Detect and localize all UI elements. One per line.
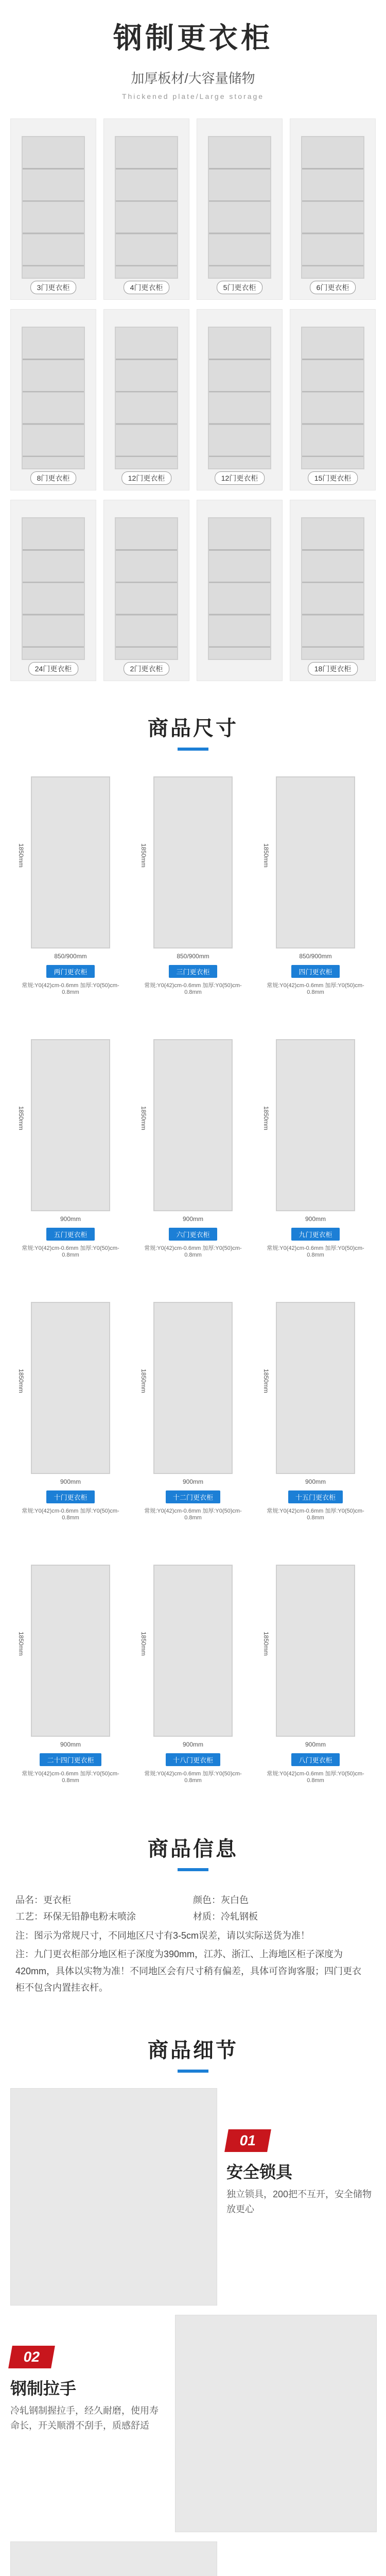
height-dimension: 1850mm [262,1632,270,1656]
thumbnail[interactable] [10,118,96,300]
lock-image [10,2088,217,2306]
size-label: 五门更衣柜 [46,1228,94,1241]
cabinet-image [153,1565,233,1737]
size-item [14,1292,127,1539]
product-thumbnail-grid [0,118,386,681]
size-spec: 常规:Y0(42)cm-0.6mm 加厚:Y0(50)cm-0.8mm [267,1245,364,1258]
size-item [137,1029,249,1276]
handle-image [175,2315,377,2532]
thumbnail[interactable] [103,309,189,490]
size-section-title: 商品尺寸 [148,717,238,740]
info-row [15,1892,371,1908]
detail-block [0,2088,386,2315]
info-material: 材质：冷轧钢板 [193,1911,258,1922]
thumbnail[interactable] [290,118,376,300]
height-dimension: 1850mm [262,1106,270,1130]
width-dimension: 850/900mm [177,953,209,960]
cabinet-image [115,136,178,279]
cabinet-image [22,136,85,279]
cabinet-image [153,1302,233,1474]
cabinet-image [276,1302,355,1474]
size-label: 二十四门更衣柜 [40,1753,101,1766]
height-dimension: 1850mm [17,1369,25,1393]
height-dimension: 1850mm [140,843,147,868]
cabinet-image [208,327,271,469]
cabinet-image [208,517,271,660]
thumbnail[interactable] [10,309,96,490]
cabinet-image [276,776,355,948]
size-spec: 常规:Y0(42)cm-0.6mm 加厚:Y0(50)cm-0.8mm [144,1245,242,1258]
size-label: 十二门更衣柜 [166,1490,220,1503]
thumbnail-label: 15门更衣柜 [308,471,358,485]
info-row [15,1908,371,1925]
size-spec: 常规:Y0(42)cm-0.6mm 加厚:Y0(50)cm-0.8mm [22,982,119,995]
cabinet-image [276,1039,355,1211]
size-section-header [0,712,386,751]
width-dimension: 900mm [305,1215,326,1223]
size-spec: 常规:Y0(42)cm-0.6mm 加厚:Y0(50)cm-0.8mm [144,1508,242,1521]
detail-desc: 独立锁具，200把不互开，安全储物放更心 [226,2189,372,2215]
height-dimension: 1850mm [140,1106,147,1130]
detail-number: 01 [224,2129,271,2152]
width-dimension: 900mm [60,1478,81,1485]
thumbnail-label: 18门更衣柜 [308,662,358,675]
detail-block [0,2315,386,2541]
thumbnail-label: 6门更衣柜 [310,281,356,294]
thumbnail[interactable] [103,500,189,681]
size-item [259,1029,372,1276]
size-item [14,1554,127,1802]
page-subtitle-en: Thickened plate/Large storage [121,92,265,100]
size-label: 九门更衣柜 [291,1228,339,1241]
size-spec: 常规:Y0(42)cm-0.6mm 加厚:Y0(50)cm-0.8mm [22,1771,119,1784]
size-label: 四门更衣柜 [291,965,339,978]
size-spec: 常规:Y0(42)cm-0.6mm 加厚:Y0(50)cm-0.8mm [267,1771,364,1784]
height-dimension: 1850mm [17,843,25,868]
thumbnail[interactable] [10,500,96,681]
width-dimension: 900mm [305,1478,326,1485]
size-label: 两门更衣柜 [46,965,94,978]
detail-block [0,2541,386,2576]
cabinet-image [301,136,364,279]
cabinet-image [22,517,85,660]
size-item [14,1029,127,1276]
info-section-header [0,1833,386,1871]
info-note: 注：图示为常规尺寸，不同地区尺寸有3-5cm误差，请以实际送货为准！ [15,1930,310,1941]
page-title: 钢制更衣柜 [113,22,273,54]
width-dimension: 850/900mm [54,953,87,960]
thumbnail-label: 2门更衣柜 [124,662,170,675]
thumbnail[interactable] [197,309,283,490]
detail-desc: 冷轧钢制握拉手，经久耐磨，使用寿命长，开关顺滑不刮手，质感舒适 [10,2405,159,2431]
width-dimension: 900mm [60,1215,81,1223]
width-dimension: 900mm [182,1478,203,1485]
height-dimension: 1850mm [17,1106,25,1130]
thumbnail-label: 12门更衣柜 [121,471,172,485]
thumbnail[interactable] [197,500,283,681]
page-subtitle: 加厚板材/大容量储物 [131,71,255,86]
size-item [137,1554,249,1802]
size-spec: 常规:Y0(42)cm-0.6mm 加厚:Y0(50)cm-0.8mm [267,982,364,995]
size-spec: 常规:Y0(42)cm-0.6mm 加厚:Y0(50)cm-0.8mm [22,1245,119,1258]
detail-text [10,2346,160,2433]
info-color: 颜色：灰白色 [193,1895,249,1905]
cabinet-image [31,1302,110,1474]
cabinet-image [31,1039,110,1211]
size-label: 六门更衣柜 [169,1228,217,1241]
thumbnail-label: 3门更衣柜 [30,281,77,294]
height-dimension: 1850mm [17,1632,25,1656]
width-dimension: 900mm [305,1741,326,1748]
thumbnail[interactable] [103,118,189,300]
height-dimension: 1850mm [140,1632,147,1656]
size-label: 十门更衣柜 [46,1490,94,1503]
size-grid [0,766,386,1802]
info-note: 注：九门更衣柜部分地区柜子深度为390mm，江苏、浙江、上海地区柜子深度为420mm，具体以实物为准！不同地区会有尺寸稍有偏差，具体可咨询客服；四门更衣柜不包含内置挂衣杆。 [15,1949,362,1993]
detail-title: 钢制拉手 [10,2379,77,2398]
cabinet-image [301,517,364,660]
height-dimension: 1850mm [262,1369,270,1393]
cabinet-image [22,327,85,469]
cabinet-image [153,1039,233,1211]
title-underline [178,1868,208,1871]
cabinet-image [301,327,364,469]
size-spec: 常规:Y0(42)cm-0.6mm 加厚:Y0(50)cm-0.8mm [267,1508,364,1521]
thumbnail-label: 4门更衣柜 [124,281,170,294]
cabinet-image [31,1565,110,1737]
detail-number: 02 [8,2346,55,2368]
size-item [259,1292,372,1539]
size-item [259,1554,372,1802]
detail-section-title: 商品细节 [148,2039,238,2062]
size-spec: 常规:Y0(42)cm-0.6mm 加厚:Y0(50)cm-0.8mm [22,1508,119,1521]
width-dimension: 850/900mm [299,953,332,960]
size-label: 三门更衣柜 [169,965,217,978]
thumbnail[interactable] [290,500,376,681]
width-dimension: 900mm [182,1741,203,1748]
product-info [0,1887,386,2003]
info-craft: 工艺：环保无铅静电粉末喷涂 [15,1911,136,1922]
thumbnail-label: 12门更衣柜 [215,471,265,485]
cabinet-image [153,776,233,948]
cabinet-image [276,1565,355,1737]
detail-section-header [0,2034,386,2073]
info-section-title: 商品信息 [148,1838,238,1860]
height-dimension: 1850mm [140,1369,147,1393]
size-item [137,766,249,1013]
size-label: 八门更衣柜 [291,1753,339,1766]
title-underline [178,2070,208,2073]
cabinet-image [31,776,110,948]
thumbnail[interactable] [290,309,376,490]
height-dimension: 1850mm [262,843,270,868]
size-label: 十五门更衣柜 [288,1490,343,1503]
size-spec: 常规:Y0(42)cm-0.6mm 加厚:Y0(50)cm-0.8mm [144,1771,242,1784]
size-item [137,1292,249,1539]
size-item [259,766,372,1013]
detail-text [226,2129,376,2217]
size-spec: 常规:Y0(42)cm-0.6mm 加厚:Y0(50)cm-0.8mm [144,982,242,995]
thumbnail-label: 8门更衣柜 [30,471,77,485]
hero-banner [0,0,386,118]
vent-image [10,2541,217,2576]
thumbnail-label: 24门更衣柜 [28,662,79,675]
thumbnail-label: 5门更衣柜 [217,281,263,294]
thumbnail[interactable] [197,118,283,300]
title-underline [178,748,208,751]
info-name: 品名：更衣柜 [15,1895,71,1905]
width-dimension: 900mm [60,1741,81,1748]
size-label: 十八门更衣柜 [166,1753,220,1766]
cabinet-image [115,517,178,660]
cabinet-image [208,136,271,279]
cabinet-image [115,327,178,469]
detail-title: 安全锁具 [226,2163,293,2182]
size-item [14,766,127,1013]
width-dimension: 900mm [182,1215,203,1223]
